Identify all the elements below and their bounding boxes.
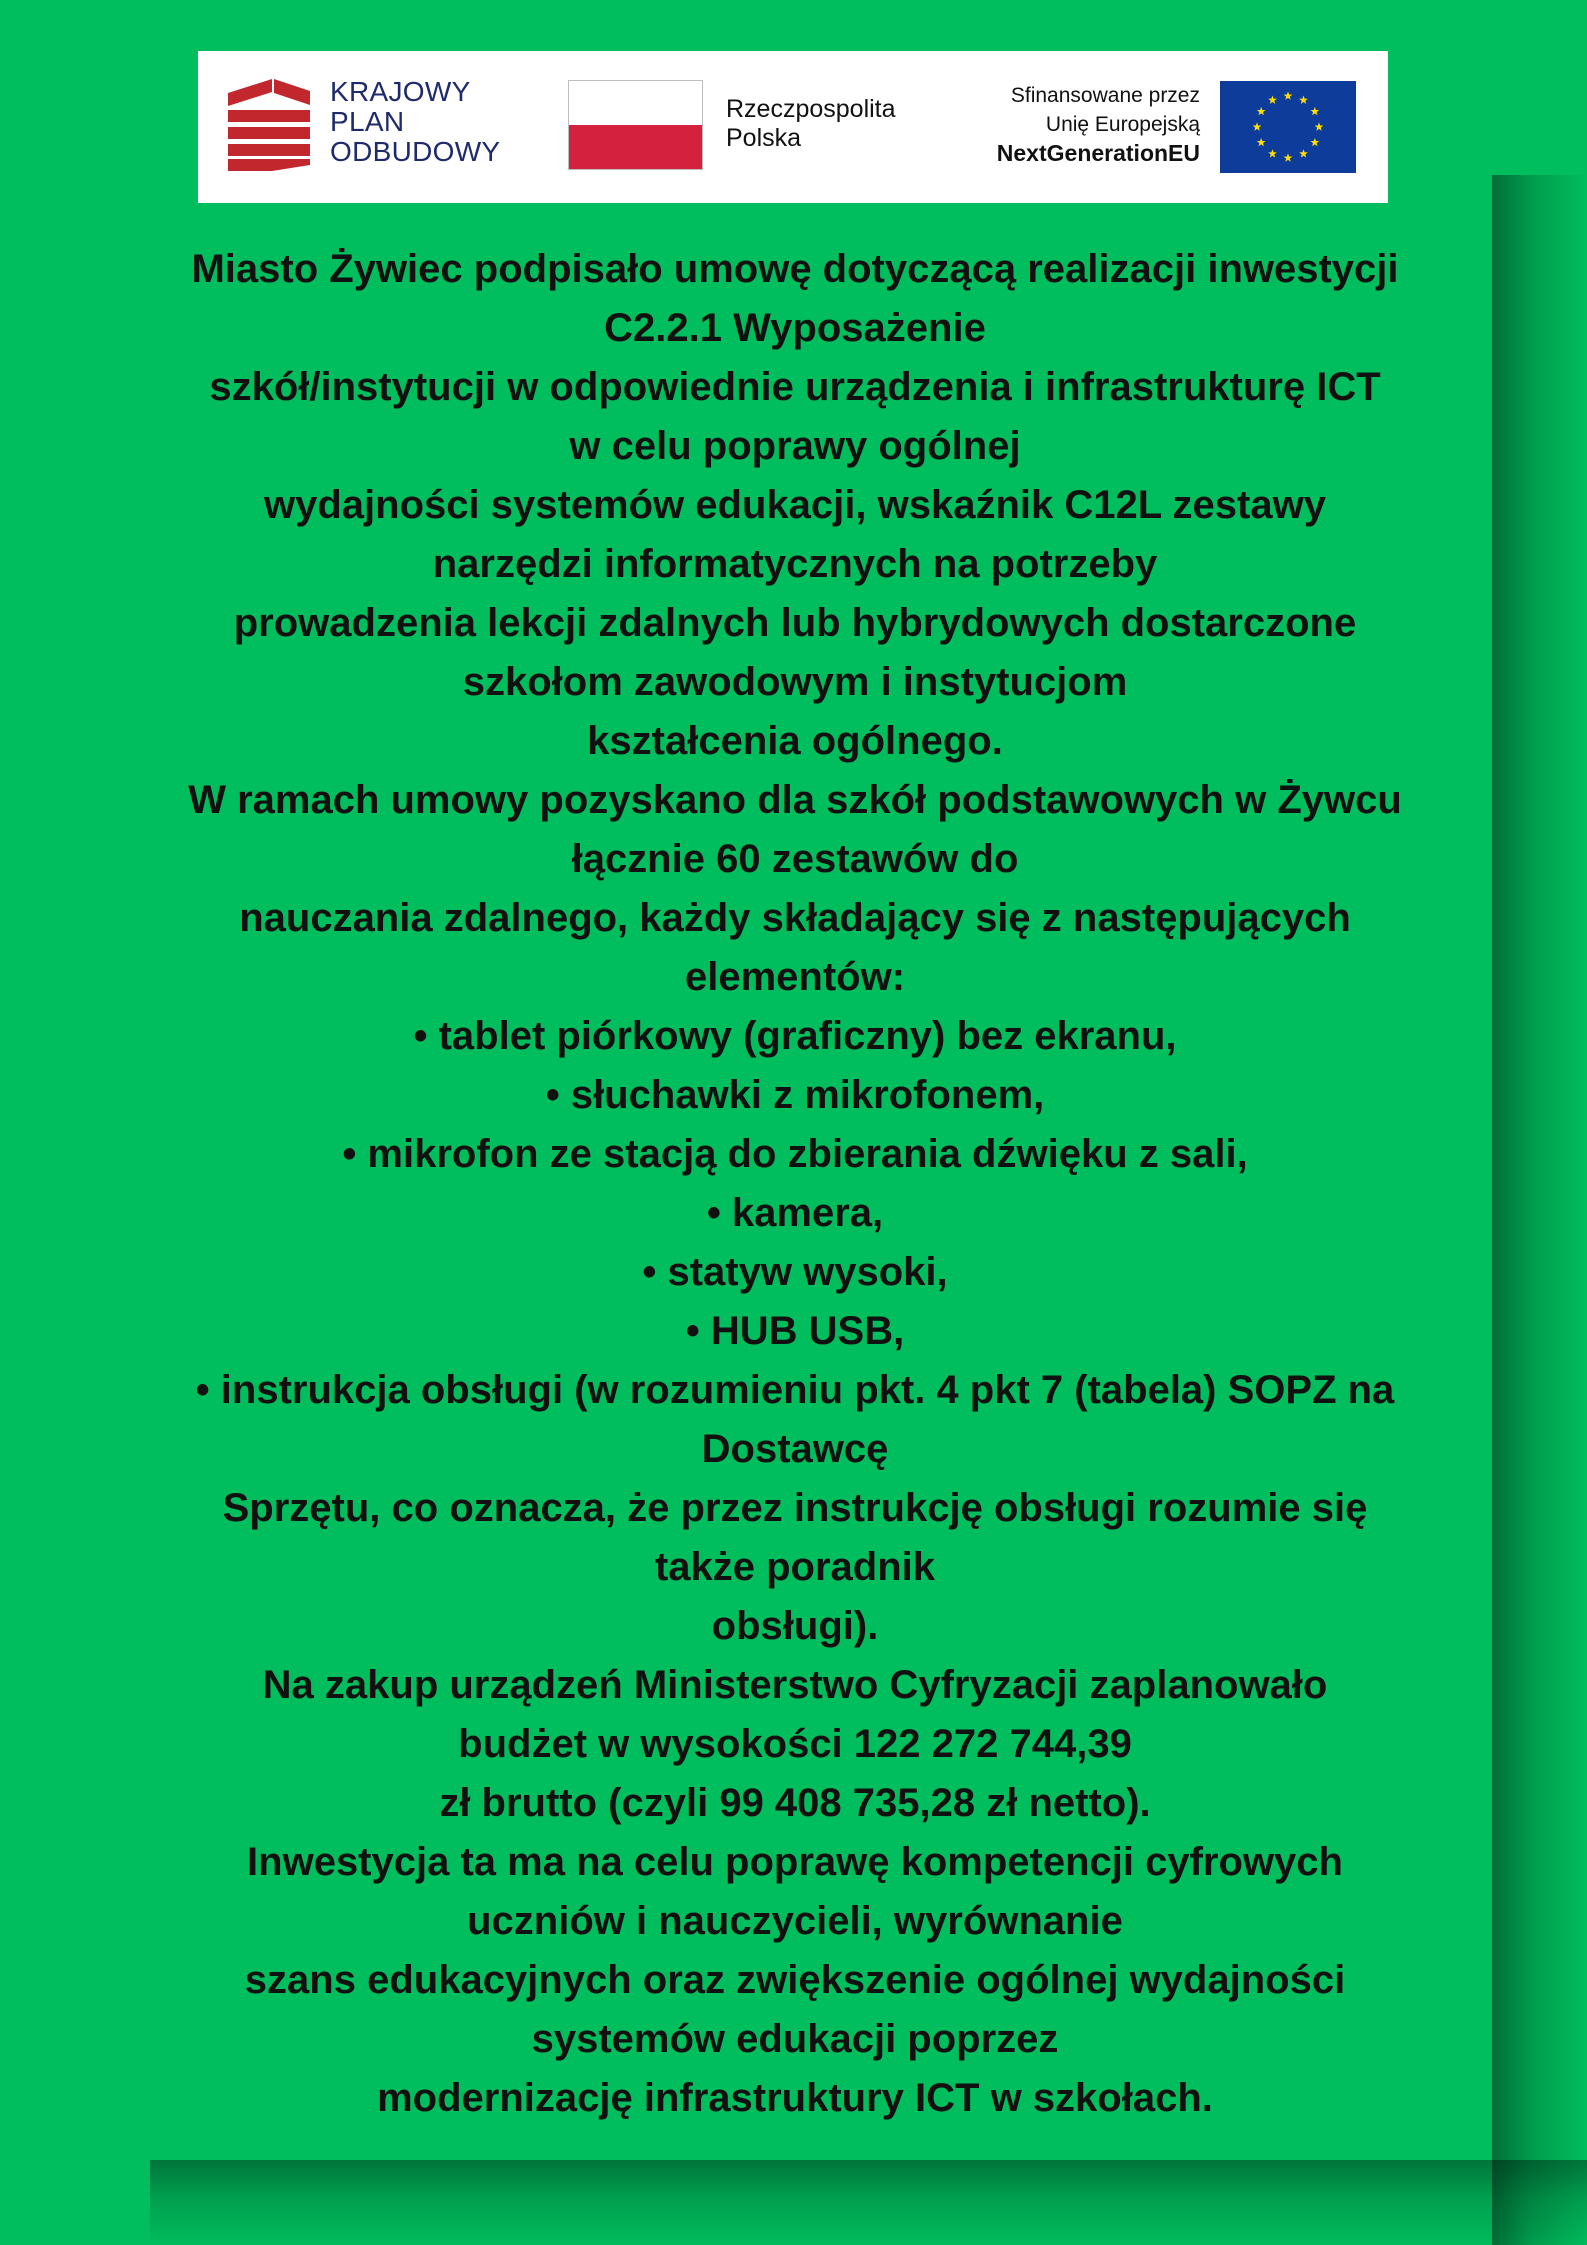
bullet-item: • mikrofon ze stacją do zbierania dźwięku z sali,: [342, 1132, 1248, 1176]
poster-shadow-bottom: [150, 2160, 1587, 2245]
bullet-item: • słuchawki z mikrofonem,: [545, 1073, 1045, 1117]
text-line: szans edukacyjnych oraz zwiększenie ogólnej wydajności: [244, 1958, 1346, 2002]
eu-label-line1: Sfinansowane przez: [1010, 84, 1200, 107]
text-line: kształcenia ogólnego.: [587, 719, 1003, 763]
text-line: elementów:: [684, 955, 906, 999]
text-line: Sprzętu, co oznacza, że przez instrukcję obsługi rozumie się: [222, 1486, 1368, 1530]
text-line: W ramach umowy pozyskano dla szkół podstawowych w Żywcu: [188, 778, 1402, 822]
poland-label-line1: Rzeczpospolita: [726, 95, 896, 123]
text-line: zł brutto (czyli 99 408 735,28 zł netto).: [439, 1781, 1151, 1825]
text-line: szkół/instytucji w odpowiednie urządzenia i infrastrukturę ICT: [209, 365, 1381, 409]
text-line: systemów edukacji poprzez: [531, 2017, 1059, 2061]
bullet-item: • kamera,: [706, 1191, 884, 1235]
poland-label-line2: Polska: [726, 124, 802, 152]
announcement-text: [110, 240, 1480, 2128]
kpo-logo-line1: KRAJOWY: [330, 76, 471, 107]
bullet-item: • instrukcja obsługi (w rozumieniu pkt. 4 pkt 7 (tabela) SOPZ na: [195, 1368, 1395, 1412]
text-line: modernizację infrastruktury ICT w szkołach.: [377, 2076, 1213, 2120]
bullet-item: • tablet piórkowy (graficzny) bez ekranu,: [413, 1014, 1177, 1058]
eu-flag-icon: [1220, 81, 1356, 173]
poster-shadow-right: [1492, 175, 1587, 2245]
text-line: obsługi).: [711, 1604, 879, 1648]
eu-label-line2: Unię Europejską: [1045, 113, 1200, 136]
kpo-logo-line3: ODBUDOWY: [330, 136, 501, 167]
poland-flag-icon: [568, 80, 703, 170]
kpo-logo-line2: PLAN: [330, 106, 405, 137]
text-line: Na zakup urządzeń Ministerstwo Cyfryzacji zaplanowało: [262, 1663, 1328, 1707]
text-line: wydajności systemów edukacji, wskaźnik C12L zestawy: [264, 483, 1326, 527]
text-line: C2.2.1 Wyposażenie: [604, 306, 986, 350]
text-line: prowadzenia lekcji zdalnych lub hybrydowych dostarczone: [233, 601, 1357, 645]
kpo-logo-icon: [228, 79, 310, 171]
text-line: narzędzi informatycznych na potrzeby: [432, 542, 1158, 586]
text-line: także poradnik: [654, 1545, 936, 1589]
kpo-logo-text: [330, 77, 500, 167]
text-line: Dostawcę: [701, 1427, 889, 1471]
text-line: budżet w wysokości 122 272 744,39: [458, 1722, 1132, 1766]
text-line: uczniów i nauczycieli, wyrównanie: [467, 1899, 1123, 1943]
bullet-item: • HUB USB,: [685, 1309, 905, 1353]
text-line: łącznie 60 zestawów do: [571, 837, 1019, 881]
funding-logo-bar: [198, 51, 1388, 203]
text-line: Miasto Żywiec podpisało umowę dotyczącą realizacji inwestycji: [191, 247, 1399, 291]
poland-label: [726, 95, 896, 153]
text-line: nauczania zdalnego, każdy składający się z następujących: [239, 896, 1351, 940]
text-line: w celu poprawy ogólnej: [569, 424, 1021, 468]
text-line: Inwestycja ta ma na celu poprawę kompetencji cyfrowych: [247, 1840, 1343, 1884]
eu-funding-label: [997, 81, 1200, 168]
text-line: szkołom zawodowym i instytucjom: [462, 660, 1128, 704]
bullet-item: • statyw wysoki,: [642, 1250, 948, 1294]
eu-label-line3: NextGenerationEU: [996, 140, 1200, 166]
